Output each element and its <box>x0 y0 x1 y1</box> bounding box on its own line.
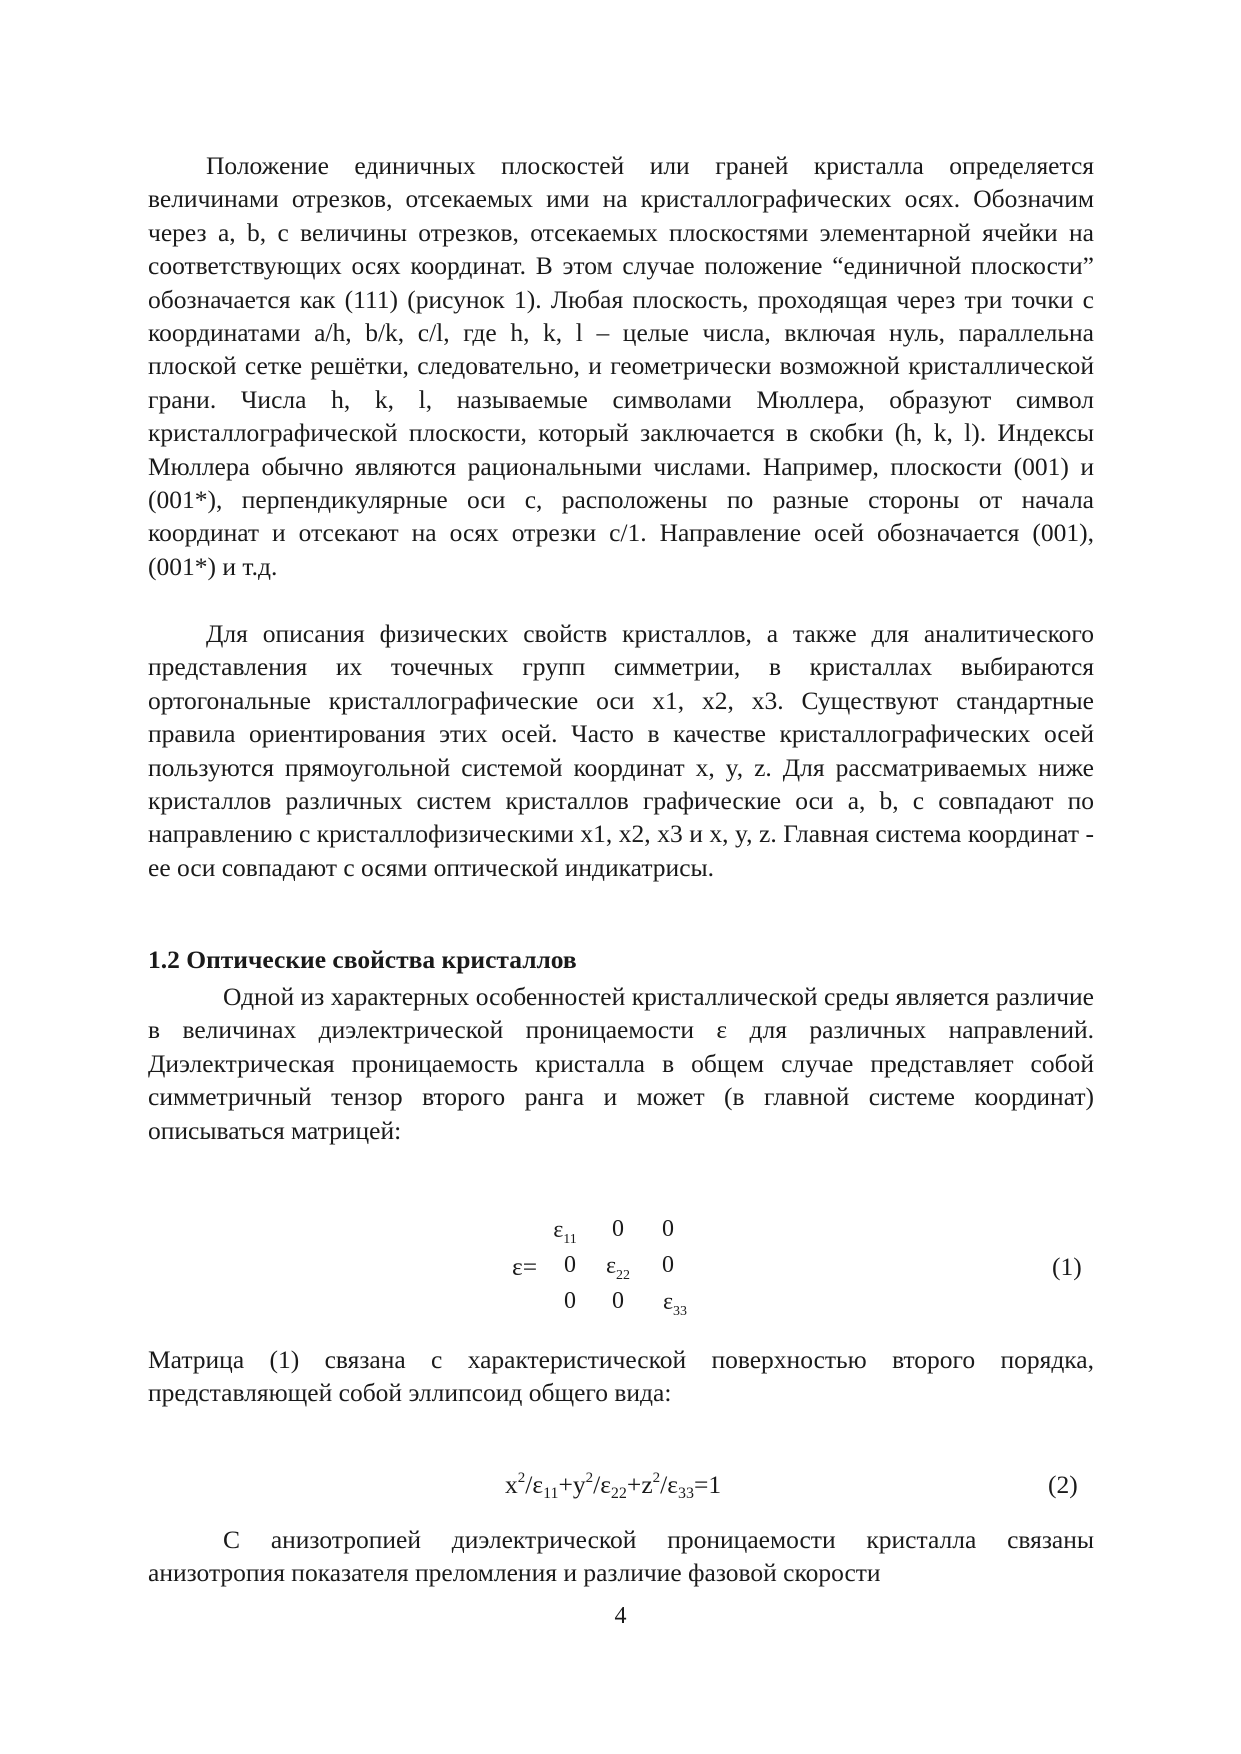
matrix-cell-11: $\varepsilon_{11}$ <box>553 1217 577 1247</box>
equation-label-2: (2) <box>1048 1470 1078 1499</box>
equation-label-1: (1) <box>1052 1252 1082 1281</box>
paragraph-text: Положение единичных плоскостей или граней кристалла определяется величинами отрезков, отсекаемых ими на кристаллографических осях. Обозначим через a, b, c величины отрезков, отсекаемых плоскостями элементарной ячейки на соответствующих осях координат. В этом случае положение “единичной плоскости” обозначается как (111) (рисунок 1). Любая плоскость, проходящая через три точки с координатами a/h, b/k, c/l, где h, k, l – целые числа, включая нуль, параллельна плоской сетке решётки, следовательно, и геометрически возможной кристаллической грани. Числа h, k, l, называемые символами Мюллера, образуют символ кристаллографической плоскости, который заключается в скобки (h, k, l). Индексы Мюллера обычно являются рациональными числами. Например, плоскости (001) и (001*), перпендикулярные оси c, расположены по разные стороны от начала координат и отсекают на осях отрезки c/1. Направление осей обозначается (001), (001*) и т.д. <box>148 151 1094 581</box>
section-heading: 1.2 Оптические свойства кристаллов <box>148 945 577 974</box>
paragraph-text: Для описания физических свойств кристаллов, а также для аналитического представления их точечных групп симметрии, в кристаллах выбираются ортогональные кристаллографические оси x1, x2, x3. Существуют стандартные правила ориентирования этих осей. Часто в качестве кристаллографических осей пользуются прямоугольной системой координат x, y, z. Для рассматриваемых ниже кристаллов различных систем кристаллов графические оси a, b, c совпадают по направлению с кристаллофизическими x1, x2, x3 и x, y, z. Главная система координат - ее оси совпадают с осями оптической индикатрисы. <box>148 619 1094 882</box>
paragraph-dielectric-permittivity <box>148 980 1094 1147</box>
matrix-cell-31: 0 <box>564 1288 576 1314</box>
paragraph-text: Матрица (1) связана с характеристической поверхностью второго порядка, представляющей собой эллипсоид общего вида: <box>148 1345 1094 1408</box>
matrix-cell-33: $\varepsilon_{33}$ <box>662 1289 688 1319</box>
ellipsoid-formula: $x^2/\varepsilon_{11}+y^2/\varepsilon_{22}+z^2/\varepsilon_{33}=1$ <box>505 1470 722 1502</box>
matrix-cell-21: 0 <box>564 1252 576 1278</box>
matrix-cell-32: 0 <box>612 1288 624 1314</box>
matrix-cell-22: $\varepsilon_{22}$ <box>605 1253 631 1283</box>
matrix-cell-13: 0 <box>662 1216 674 1242</box>
matrix-cell-23: 0 <box>662 1252 674 1278</box>
page-number: 4 <box>614 1603 627 1629</box>
paragraph-crystal-axes <box>148 617 1094 884</box>
paragraph-text: С анизотропией диэлектрической проницаемости кристалла связаны анизотропия показателя преломления и различие фазовой скорости <box>148 1525 1094 1588</box>
paragraph-miller-indices <box>148 149 1094 583</box>
paragraph-matrix-ellipsoid <box>148 1343 1094 1410</box>
matrix-lhs: ε= <box>512 1252 538 1281</box>
paragraph-text: Одной из характерных особенностей кристаллической среды является различие в величинах диэлектрической проницаемости ε для различных направлений. Диэлектрическая проницаемость кристалла в общем случае представляет собой симметричный тензор второго ранга и может (в главной системе координат) описываться матрицей: <box>148 982 1094 1145</box>
matrix-cell-12: 0 <box>612 1216 624 1242</box>
paragraph-anisotropy <box>148 1523 1094 1590</box>
